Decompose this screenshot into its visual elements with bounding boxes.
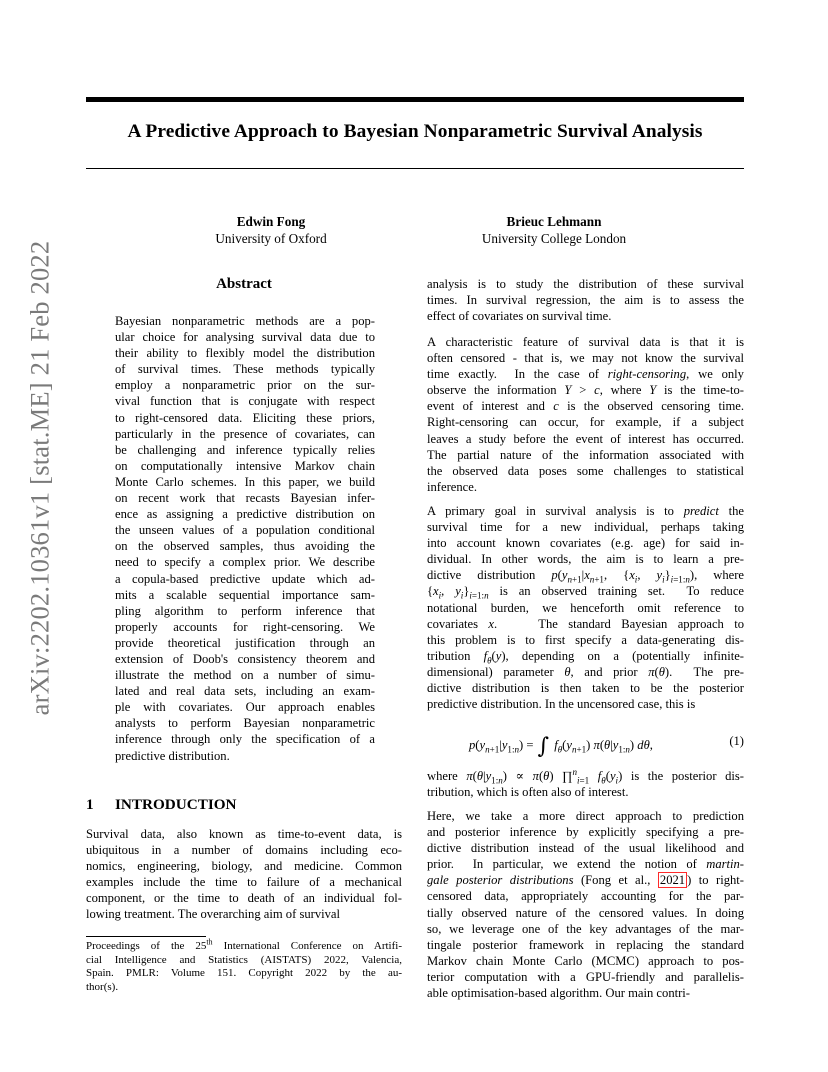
text-line: tribution, which is often also of interest. — [427, 785, 629, 800]
text-line: particularly in the presence of covariates, can — [115, 426, 375, 441]
text-line: survival time for a new individual, perhaps taking — [427, 520, 744, 535]
paper-title: A Predictive Approach to Bayesian Nonparametric Survival Analysis — [127, 121, 703, 142]
text-line: be challenging and inference typically relies — [115, 442, 375, 457]
text-line: terior computation with a GPU-friendly and parallelis- — [427, 969, 744, 984]
text-line: {$x_i$, $y_i\}_{i=1:n}$ is an observed training set. To reduce — [427, 584, 744, 601]
text-line: this problem is to first specify a data-generating dis- — [427, 632, 744, 647]
text-line: Here, we take a more direct approach to prediction — [427, 809, 744, 823]
text-line: their ability to flexibly model the distribution — [115, 346, 375, 361]
text-line: vival function that is conjugate with respect — [115, 394, 375, 409]
text-line: component, or the time to death of an individual fol- — [86, 891, 402, 906]
text-line: time exactly. In the case of right-censoring, we only — [427, 367, 744, 382]
section-number: 1 — [86, 796, 94, 813]
text-line: predictive distribution. — [115, 748, 230, 763]
text-line: ubiquitous in a number of domains including eco- — [86, 843, 402, 858]
text-line: analysis is to study the distribution of these survival — [427, 277, 744, 291]
text-line: on computationally intensive Markov chain — [115, 458, 375, 473]
equation-number: (1) — [729, 734, 744, 748]
text-line: notational burden, we henceforth omit reference to — [427, 600, 744, 615]
text-line: the unseen values of a population conditional — [115, 523, 375, 538]
text-line: of survival times. These methods typically — [115, 362, 375, 377]
footnote-rule — [86, 936, 206, 937]
text-line: event of interest and c is the observed censoring time. — [427, 399, 745, 414]
text-line: on the observed samples, thus avoiding the — [115, 539, 375, 554]
text-line: nomics, engineering, biology, and medicine. Common — [86, 859, 402, 874]
text-line: leaves a study before the event of interest has occurred. — [427, 431, 744, 446]
section-heading-introduction — [86, 796, 237, 814]
text-line: observe the information Y > c, where Y is the time-to- — [427, 383, 744, 398]
text-line: Spain. PMLR: Volume 151. Copyright 2022 by the au- — [86, 967, 402, 980]
equation-formula: $p(y_{n+1}|y_{1:n})$ = ∫ $f_\theta(y_{n+1})$ $\pi(\theta|y_{1:n})$ dθ, — [469, 734, 653, 759]
text-line: Markov chain Monte Carlo (MCMC) approach to pos- — [427, 953, 744, 968]
text-line: mits a scalable sequential importance sam- — [115, 587, 375, 602]
text-line: where $\pi(\theta|y_{1:n}) \propto \pi(\theta)$ ∏$^n_{i=1}$ $f_\theta(y_i)$ is the posterior dis- — [427, 766, 744, 786]
author-name: Brieuc Lehmann — [506, 214, 602, 229]
author-affiliation: University College London — [481, 231, 627, 246]
text-line: dictive distribution is then taken to be the posterior — [427, 681, 744, 696]
text-line: ular choice for analysing survival data due to — [115, 330, 375, 345]
text-line: lowing treatment. The overarching aim of survival — [86, 907, 341, 922]
footnote-text — [86, 937, 402, 994]
text-line: times. In survival regression, the aim is to assess the — [427, 293, 744, 308]
text-line: the observed data poses some challenges to statistical — [427, 463, 744, 478]
text-line: thor(s). — [86, 980, 119, 993]
text-line: dictive distribution instead of the usual likelihood and — [427, 841, 744, 856]
text-line: a copula-based predictive update which ad- — [115, 571, 375, 586]
text-line: pling algorithm to perform inference that — [115, 603, 375, 618]
author-affiliation: University of Oxford — [215, 231, 327, 246]
text-line: A primary goal in survival analysis is to predict the — [427, 504, 744, 518]
title-rule-bottom — [86, 168, 744, 169]
text-line: tially observed nature of the censored values. In doing — [427, 905, 744, 920]
text-line: and posterior inference by explicitly specifying a pre- — [427, 825, 744, 840]
text-line: on recent work that recasts Bayesian infer- — [115, 491, 375, 506]
text-line: dividual. In other words, the aim is to learn a pre- — [427, 552, 744, 567]
text-line: effect of covariates on survival time. — [427, 309, 612, 324]
text-line: tribution $f_\theta(y)$, depending on a (potentially infinite- — [427, 648, 744, 666]
paragraph-prediction-goal — [427, 503, 744, 712]
author-name: Edwin Fong — [236, 214, 306, 229]
paragraph-censoring — [427, 334, 744, 495]
text-line: analysts to perform Bayesian nonparametric — [115, 716, 375, 731]
text-line: covariates x. The standard Bayesian approach to — [427, 616, 744, 631]
text-line: employ a nonparametric prior on the sur- — [115, 378, 375, 393]
text-line: provide theoretical justification through an — [115, 635, 375, 650]
section-title: INTRODUCTION — [115, 796, 237, 813]
text-line: censored data, appropriately accounting for the par- — [427, 889, 744, 904]
text-line: often censored - that is, we may not know the survival — [427, 351, 744, 366]
text-line: dictive distribution $p(y_{n+1}|x_{n+1}$, {$x_i$, $y_i\}_{i=1:n}$), where — [427, 568, 745, 585]
text-line: Proceedings of the 25th International Conference on Artifi- — [86, 937, 402, 952]
text-line: The partial nature of the information associated with — [427, 447, 744, 462]
text-line: Right-censoring can occur, for example, if a subject — [427, 415, 744, 430]
text-line: lated and real data sets, including an exam- — [115, 684, 375, 699]
paragraph-survival-analysis — [427, 276, 744, 324]
text-line: examples include the time to failure of a mechanical — [86, 875, 402, 890]
text-line: into account known covariates (e.g. age) for said in- — [427, 536, 744, 551]
title-rule-top — [86, 97, 744, 102]
author-block-1 — [190, 213, 352, 247]
equation-1 — [427, 731, 744, 759]
text-line: extension of Doob's consistency theorem and — [115, 651, 375, 666]
text-line: to right-censored data. Eliciting these priors, — [115, 410, 375, 425]
text-line: dimensional) parameter θ, and prior π(θ). The pre- — [427, 664, 744, 679]
text-line: inference through only the specification of a — [115, 732, 375, 747]
arxiv-identifier-stamp: arXiv:2202.10361v1 [stat.ME] 21 Feb 2022 — [24, 240, 55, 716]
text-line: A characteristic feature of survival data is that it is — [427, 335, 744, 349]
text-line: inference. — [427, 479, 477, 494]
text-line: need to specify a complex prior. We describe — [115, 555, 375, 570]
text-line: cial Intelligence and Statistics (AISTATS) 2022, Valencia, — [86, 953, 402, 966]
text-line: properly accounts for right-censoring. We — [115, 619, 375, 634]
text-line: Survival data, also known as time-to-event data, is — [86, 827, 402, 841]
text-line: able optimisation-based algorithm. Our main contri- — [427, 986, 691, 1001]
text-line: illustrate the method on a number of simu- — [115, 668, 375, 683]
text-line: gale posterior distributions (Fong et al., 2021 ) to right- — [427, 873, 744, 888]
citation-link[interactable]: 2021 — [659, 873, 686, 888]
text-line: ple with covariates. Our approach enables — [115, 700, 375, 715]
abstract-text — [115, 313, 375, 764]
text-line: prior. In particular, we extend the notion of martin- — [427, 857, 744, 872]
paragraph-approach — [427, 808, 744, 1001]
introduction-text — [86, 826, 402, 923]
abstract-heading: Abstract — [216, 276, 272, 292]
text-line: so, we leverage one of the key advantages of the mar- — [427, 921, 744, 936]
text-line: tingale posterior framework in replacing the standard — [427, 937, 744, 952]
author-block-2 — [464, 213, 644, 247]
text-line: predictive distribution. In the uncensored case, this is — [427, 697, 696, 712]
text-line: ence as assigning a predictive distribution on — [115, 507, 375, 522]
paragraph-posterior-definition — [427, 768, 744, 800]
text-line: Bayesian nonparametric methods are a pop- — [115, 314, 375, 328]
text-line: Monte Carlo schemes. In this paper, we build — [115, 474, 375, 489]
